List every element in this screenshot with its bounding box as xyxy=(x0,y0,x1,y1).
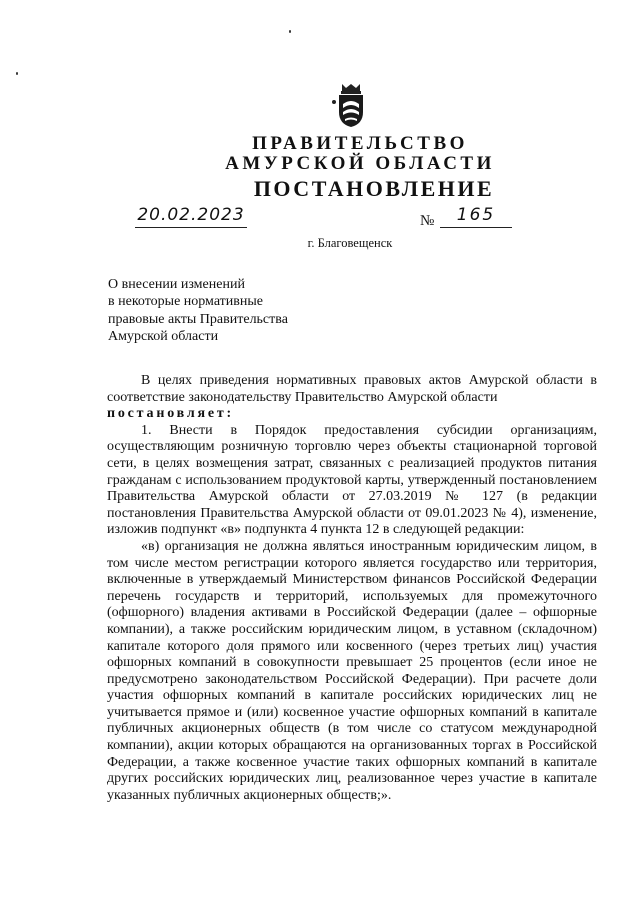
org-title-line2: АМУРСКОЙ ОБЛАСТИ xyxy=(225,153,495,174)
document-date: 20.02.2023 xyxy=(135,205,247,228)
coat-of-arms-emblem xyxy=(330,82,372,128)
subject-line: О внесении изменений xyxy=(108,277,245,292)
quoted-subparagraph: «в) организация не должна являться иностранным юридическим лицом, в том числе местом регистрации которого является государство или территория, включенные в утверждаемый Министерством финансов Российской Федерации перечень государств и территорий, используемых для промежуточного (офшорного) владения активами в Российской Федерации (далее – офшорные компании), а также российским юридическим лицом, в уставном (складочном) капитале которого доля прямого или косвенного (через третьих лиц) участия офшорных компаний в совокупности превышает 25 процентов (если иное не предусмотрено законодательством Российской Федерации). При расчете доли участия офшорных компаний в капитале российских юридических лиц не учитывается прямое и (или) косвенное участие офшорных компаний в капитале публичных акционерных обществ (в том числе со статусом международной компании), акции которых обращаются на организованных торгах в Российской Федерации, а также косвенное участие таких офшорных компаний в капитале других российских юридических лиц, реализованное через участие в капитале указанных публичных акционерных обществ;». xyxy=(107,538,597,803)
city-name: г. Благовещенск xyxy=(307,236,393,250)
scan-speck xyxy=(289,30,291,33)
subject-line: в некоторые нормативные xyxy=(108,294,264,310)
subject-line: правовые акты Правительства xyxy=(108,311,288,327)
subject-line: Амурской области xyxy=(108,328,219,344)
scan-speck xyxy=(16,72,18,75)
item-1-paragraph: 1. Внести в Порядок предоставления субсидии организациям, осуществляющим розничную торговлю через объекты стационарной торговой сети, в целях возмещения затрат, связанных с реализацией продуктов питания гражданам с использованием продуктовой карты, утвержденный постановлением Правительства Амурской области от 27.03.2019 № 127 (в редакции постановления Правительства Амурской области от 09.01.2023 № 4), изменение, изложив подпункт «в» подпункта 4 пункта 12 в следующей редакции: xyxy=(107,422,597,538)
number-label: № xyxy=(420,213,435,229)
document-body xyxy=(107,373,597,804)
document-type-title: ПОСТАНОВЛЕНИЕ xyxy=(253,176,495,201)
org-title-line1: ПРАВИТЕЛЬСТВО xyxy=(252,133,468,154)
document-subject xyxy=(108,276,348,345)
decree-word: постановляет: xyxy=(107,406,235,422)
document-number: 165 xyxy=(440,205,512,228)
intro-paragraph: В целях приведения нормативных правовых актов Амурской области в соответствие законодательству Правительство Амурской области xyxy=(107,373,597,405)
